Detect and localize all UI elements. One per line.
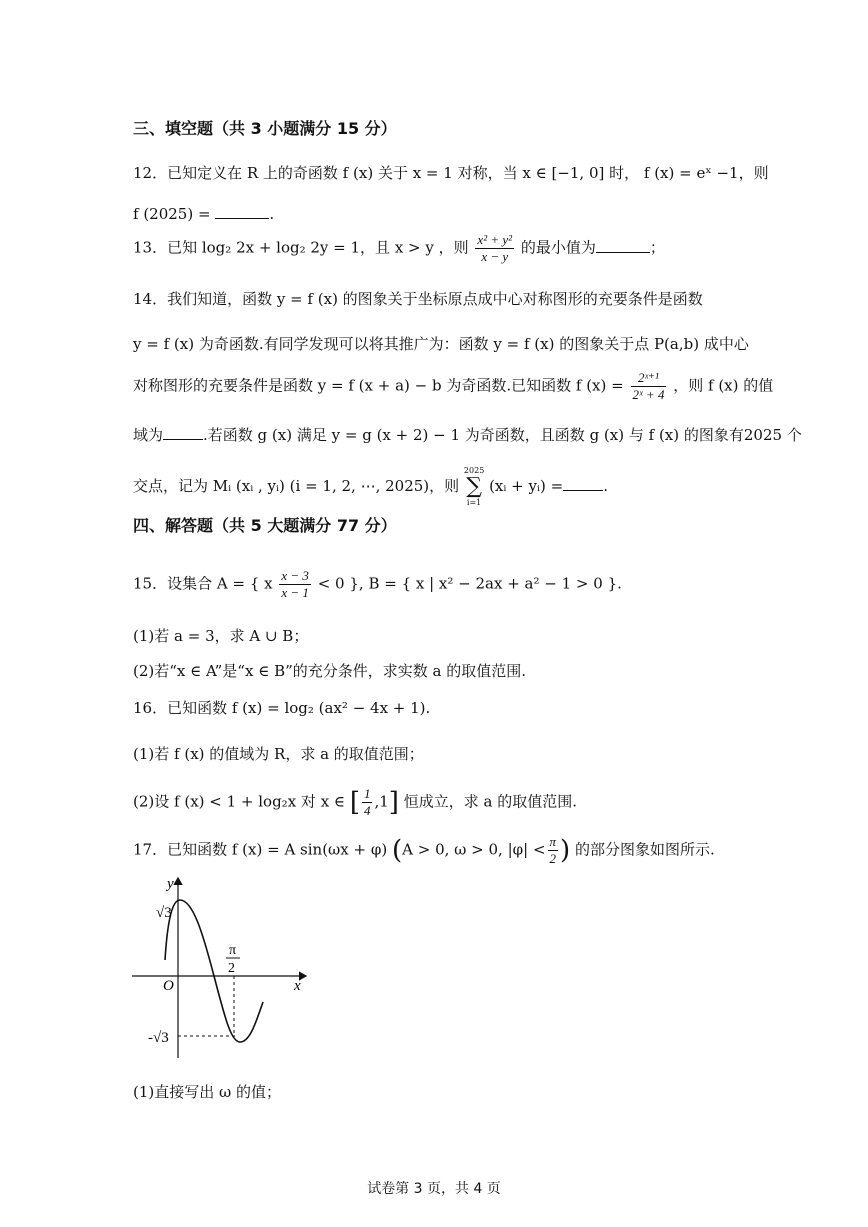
q14-fraction [631, 370, 667, 403]
q13-answer-blank [596, 238, 650, 253]
q12-lhs: f (2025) = [133, 205, 216, 223]
q14-range-blank [163, 425, 203, 440]
q15-setA-den: x − 1 [281, 585, 309, 600]
q15-stem [133, 568, 622, 601]
q16-interval-end: ,1 [374, 792, 389, 811]
q14-sigma-top: 2025 [463, 466, 485, 475]
q17-phi-den: 2 [549, 851, 557, 866]
graph-ymin-label: -√3 [148, 1030, 169, 1046]
q15-setB: , B = { x | x² − 2ax + a² − 1 > 0 }. [358, 574, 622, 593]
q12-line2 [133, 203, 274, 225]
q13-end: ； [649, 238, 665, 257]
graph-ymax-label: √3 [156, 905, 172, 921]
q13 [133, 232, 665, 265]
q14-line5-mid: (xᵢ + yᵢ) = [489, 477, 564, 495]
q14-line5-end: . [603, 477, 608, 495]
q14-line5-prefix: 交点，记为 Mᵢ (xᵢ , yᵢ) (i = 1, 2, ⋯, 2025)，则 [133, 477, 460, 495]
q14-sigma-bottom: i=1 [466, 498, 482, 507]
section4-title: 四、解答题（共 5 大题满分 77 分） [133, 516, 397, 535]
q12-answer-blank [215, 204, 269, 219]
left-paren-icon: ( [391, 835, 403, 866]
graph-y-label: y [167, 876, 174, 892]
q17-condition: A > 0, ω > 0, |φ| < [402, 840, 546, 859]
q15-part1: (1)若 a = 3，求 A ∪ B； [133, 627, 309, 645]
q17-phi-num: π [549, 834, 557, 849]
section3-title: 三、填空题（共 3 小题满分 15 分） [133, 119, 397, 138]
q15-setA-open: { x [249, 574, 273, 593]
q12-period: . [269, 205, 275, 223]
page-footer: 试卷第 3 页，共 4 页 [367, 1181, 501, 1197]
q16-interval-den: 4 [363, 803, 371, 818]
q15-setA-num: x − 3 [281, 568, 309, 583]
sine-curve [165, 900, 263, 1042]
right-paren-icon: ) [560, 835, 571, 866]
q13-frac-den: x − y [481, 249, 509, 264]
q17-prefix: 17．已知函数 f (x) = A sin(ωx + φ) [133, 840, 388, 859]
q16-part2 [133, 786, 577, 819]
right-bracket-icon: ] [388, 787, 399, 818]
q14-line4 [133, 424, 802, 446]
q14-line2: y = f (x) 为奇函数.有同学发现可以将其推广为：函数 y = f (x) 的图象关于点 P(a,b) 成中心 [133, 335, 749, 353]
q17-phi-fraction [548, 834, 559, 867]
q14-line4-prefix: 域为 [133, 426, 164, 444]
q14-line1: 14．我们知道，函数 y = f (x) 的图象关于坐标原点成中心对称图形的充要条件是函数 [133, 290, 703, 308]
q14-line5 [133, 466, 608, 508]
graph-x-label: x [294, 978, 301, 994]
q14-line3-prefix: 对称图形的充要条件是函数 y = f (x + a) − b 为奇函数.已知函数 f (x) = [133, 376, 624, 395]
q12-line1: 12．已知定义在 R 上的奇函数 f (x) 关于 x = 1 对称，当 x ∈ [−1, 0] 时， f (x) = eˣ −1，则 [133, 164, 769, 182]
left-bracket-icon: [ [349, 787, 360, 818]
q16-p2-suffix: 恒成立，求 a 的取值范围. [403, 792, 577, 811]
q14-sum-symbol [464, 466, 484, 508]
q15-prefix: 15．设集合 A = [133, 574, 246, 593]
q16-interval-fraction [362, 786, 373, 819]
q15-setA-close: < 0 } [317, 574, 359, 593]
q13-prefix: 13．已知 log₂ 2x + log₂ 2y = 1，且 x > y ，则 [133, 238, 469, 257]
q15-part2: (2)若“x ∈ A”是“x ∈ B”的充分条件，求实数 a 的取值范围. [133, 662, 527, 680]
q14-line3-suffix: ，则 f (x) 的值 [673, 376, 774, 395]
sigma-icon: ∑ [466, 474, 482, 499]
q16-stem: 16．已知函数 f (x) = log₂ (ax² − 4x + 1). [133, 699, 431, 717]
q13-frac-num: x² + y² [477, 232, 513, 247]
q14-frac-den: 2ˣ + 4 [632, 387, 665, 402]
q16-p2-prefix: (2)设 f (x) < 1 + log₂x 对 x ∈ [133, 792, 346, 811]
graph-origin-label: O [163, 978, 174, 994]
q17-suffix: 的部分图象如图所示. [574, 840, 715, 859]
q14-sum-blank [563, 476, 603, 491]
q17-part1: (1)直接写出 ω 的值； [133, 1083, 282, 1101]
q14-frac-num: 2ˣ⁺¹ [631, 370, 667, 387]
q15-setA-fraction [279, 568, 311, 601]
graph-tick-den: 2 [228, 961, 235, 976]
graph-tick-num: π [229, 943, 237, 958]
q16-interval-num: 1 [363, 786, 371, 801]
q14-line4-suffix: .若函数 g (x) 满足 y = g (x + 2) − 1 为奇函数，且函数 g (x) 与 f (x) 的图象有2025 个 [203, 426, 802, 444]
sine-graph [128, 872, 318, 1067]
q13-fraction [475, 232, 514, 265]
q16-part1: (1)若 f (x) 的值域为 R，求 a 的取值范围； [133, 745, 424, 763]
q17-stem [133, 834, 715, 867]
q13-suffix: 的最小值为 [520, 238, 596, 257]
q14-line3 [133, 370, 773, 403]
